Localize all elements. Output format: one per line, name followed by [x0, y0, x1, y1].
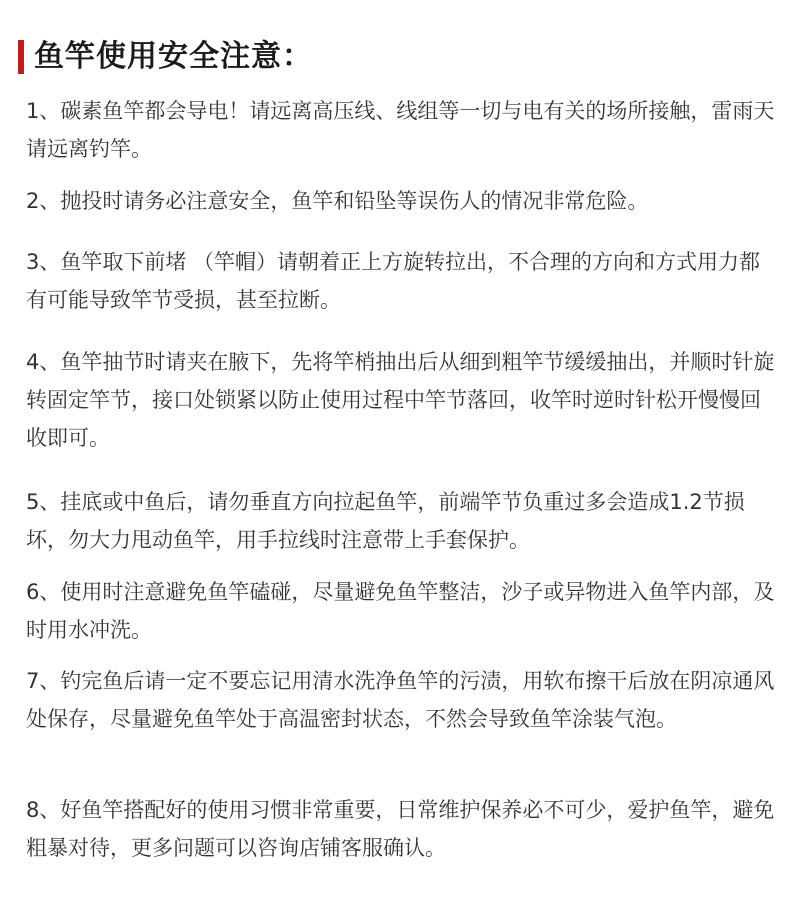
safety-note-5: 5、挂底或中鱼后，请勿垂直方向拉起鱼竿，前端竿节负重过多会造成1.2节损坏，勿大力甩动鱼竿，用手拉线时注意带上手套保护。 [26, 490, 745, 552]
title-accent-bar [18, 40, 24, 74]
safety-note-4: 4、鱼竿抽节时请夹在腋下，先将竿梢抽出后从细到粗竿节缓缓抽出，并顺时针旋转固定竿节，接口处锁紧以防止使用过程中竿节落回，收竿时逆时针松开慢慢回收即可。 [26, 350, 775, 450]
safety-note-3: 3、鱼竿取下前堵 （竿帽）请朝着正上方旋转拉出，不合理的方向和方式用力都有可能导致竿节受损，甚至拉断。 [26, 250, 761, 312]
safety-note-6: 6、使用时注意避免鱼竿磕碰，尽量避免鱼竿整洁，沙子或异物进入鱼竿内部，及时用水冲洗。 [26, 580, 775, 642]
section-header [18, 38, 313, 76]
page-title: 鱼竿使用安全注意： [34, 39, 313, 74]
safety-note-7: 7、钓完鱼后请一定不要忘记用清水洗净鱼竿的污渍，用软布擦干后放在阴凉通风处保存，尽量避免鱼竿处于高温密封状态，不然会导致鱼竿涂装气泡。 [26, 669, 775, 731]
safety-note-2: 2、抛投时请务必注意安全，鱼竿和铅坠等误伤人的情况非常危险。 [26, 189, 649, 213]
safety-note-1: 1、碳素鱼竿都会导电！请远离高压线、线组等一切与电有关的场所接触，雷雨天请远离钓竿。 [26, 99, 775, 161]
safety-note-8: 8、好鱼竿搭配好的使用习惯非常重要，日常维护保养必不可少，爱护鱼竿，避免粗暴对待，更多问题可以咨询店铺客服确认。 [26, 798, 775, 860]
